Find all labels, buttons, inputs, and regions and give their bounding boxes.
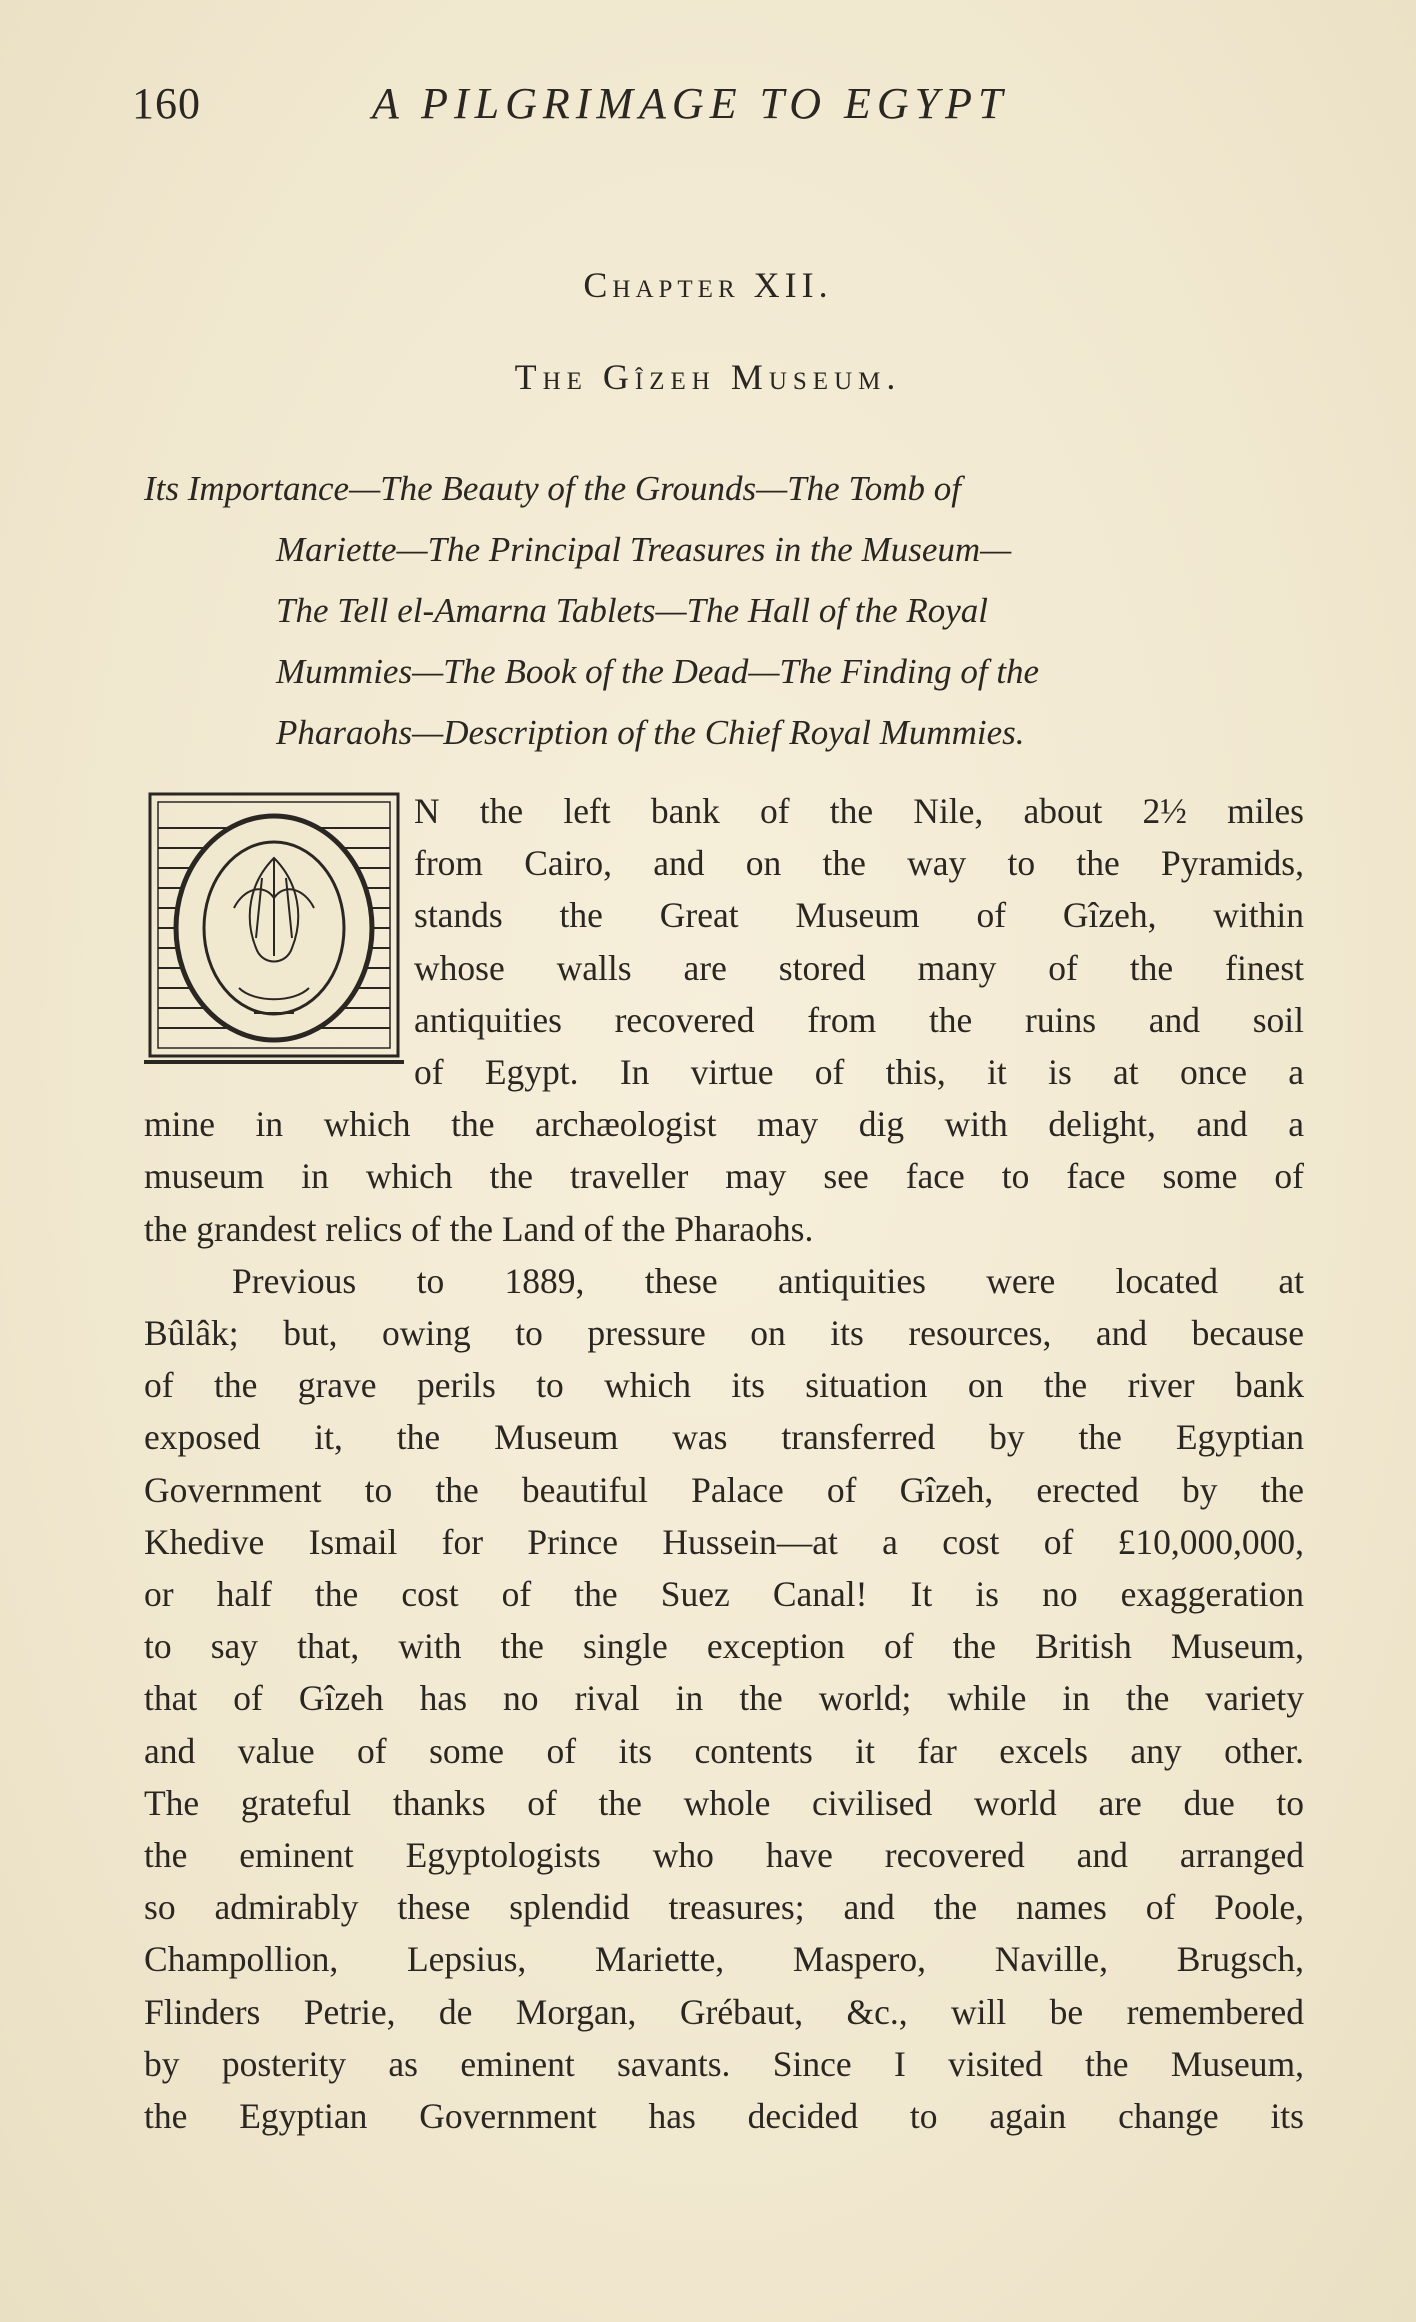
text-line: the eminent Egyptologists who have recovered and arranged bbox=[144, 1835, 1304, 1876]
chapter-title: The Gîzeh Museum. bbox=[514, 357, 902, 397]
text-line: that of Gîzeh has no rival in the world; while in the variety bbox=[144, 1678, 1304, 1719]
page-header bbox=[132, 78, 1062, 138]
text-line: the Egyptian Government has decided to again change its bbox=[144, 2096, 1304, 2137]
text-line: of the grave perils to which its situation on the river bank bbox=[144, 1365, 1304, 1406]
body-text bbox=[144, 785, 1304, 2142]
synopsis-line: Its Importance—The Beauty of the Grounds—The Tomb of bbox=[144, 469, 961, 508]
text-line: The grateful thanks of the whole civilised world are due to bbox=[144, 1782, 1304, 1823]
text-line: Previous to 1889, these antiquities were located at bbox=[232, 1260, 1304, 1301]
text-line: the grandest relics of the Land of the Pharaohs. bbox=[144, 1208, 814, 1249]
synopsis-line: The Tell el-Amarna Tablets—The Hall of the Royal bbox=[276, 591, 988, 630]
text-line: Government to the beautiful Palace of Gîzeh, erected by the bbox=[144, 1469, 1304, 1510]
text-line: or half the cost of the Suez Canal! It is no exaggeration bbox=[144, 1574, 1304, 1615]
text-line: N the left bank of the Nile, about 2½ miles bbox=[414, 791, 1304, 831]
synopsis-line: Mummies—The Book of the Dead—The Finding of the bbox=[276, 652, 1040, 691]
text-line: by posterity as eminent savants. Since I visited the Museum, bbox=[144, 2043, 1304, 2084]
chapter-synopsis bbox=[144, 458, 1304, 763]
chapter-number: Chapter XII. bbox=[583, 265, 833, 305]
text-line: whose walls are stored many of the finest bbox=[414, 947, 1304, 988]
text-line: stands the Great Museum of Gîzeh, within bbox=[414, 895, 1304, 936]
text-line: Khedive Ismail for Prince Hussein—at a cost of £10,000,000, bbox=[144, 1521, 1304, 1562]
text-line: Flinders Petrie, de Morgan, Grébaut, &c., will be remembered bbox=[144, 1991, 1304, 2032]
text-line: museum in which the traveller may see face to face some of bbox=[144, 1156, 1304, 1197]
text-line: Champollion, Lepsius, Mariette, Maspero, Naville, Brugsch, bbox=[144, 1939, 1304, 1980]
text-line: and value of some of its contents it far excels any other. bbox=[144, 1730, 1304, 1771]
text-line: mine in which the archæologist may dig with delight, and a bbox=[144, 1104, 1304, 1145]
text-line: antiquities recovered from the ruins and soil bbox=[414, 999, 1304, 1040]
text-line: from Cairo, and on the way to the Pyramids, bbox=[414, 843, 1304, 884]
text-line: so admirably these splendid treasures; and the names of Poole, bbox=[144, 1887, 1304, 1928]
synopsis-line: Mariette—The Principal Treasures in the Museum— bbox=[276, 530, 1012, 569]
text-line: Bûlâk; but, owing to pressure on its resources, and because bbox=[144, 1313, 1304, 1354]
text-line: exposed it, the Museum was transferred by the Egyptian bbox=[144, 1417, 1304, 1458]
synopsis-line: Pharaohs—Description of the Chief Royal Mummies. bbox=[276, 713, 1025, 752]
running-title: A PILGRIMAGE TO EGYPT bbox=[372, 79, 1009, 128]
text-line: to say that, with the single exception of the British Museum, bbox=[144, 1626, 1304, 1667]
page-number: 160 bbox=[132, 79, 201, 128]
text-line: of Egypt. In virtue of this, it is at once a bbox=[414, 1052, 1304, 1093]
